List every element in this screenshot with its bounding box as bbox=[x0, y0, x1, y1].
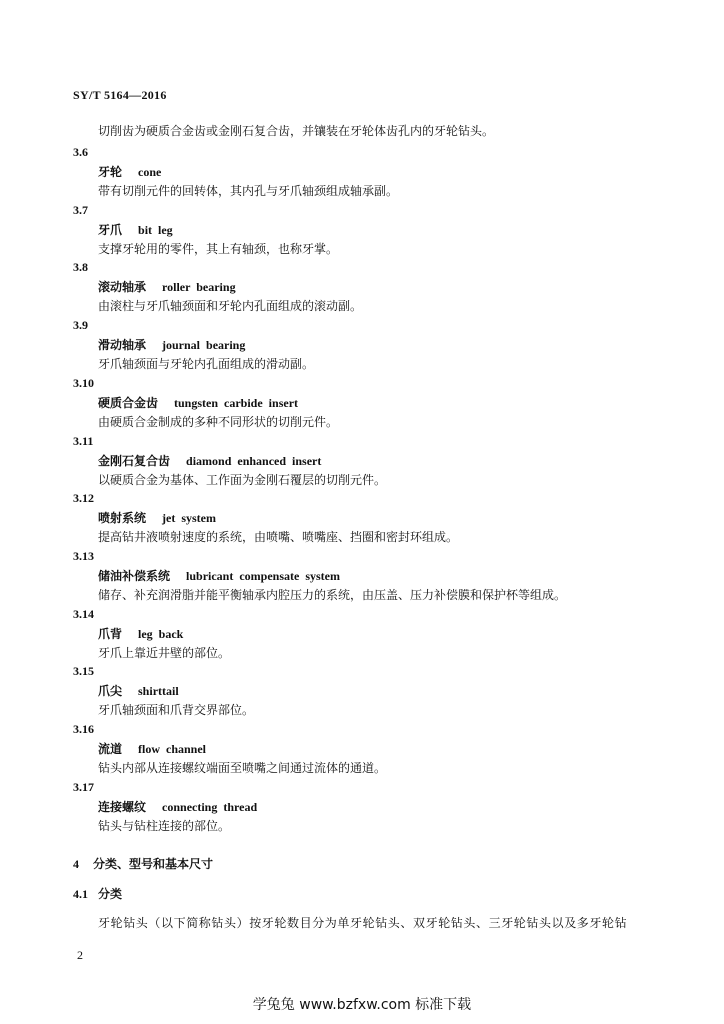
term-number: 3.16 bbox=[73, 722, 94, 736]
term-definition: 牙爪轴颈面与牙轮内孔面组成的滑动副。 bbox=[98, 357, 315, 372]
term-heading bbox=[98, 394, 298, 411]
section-4-1-number: 4.1 bbox=[73, 887, 88, 901]
term-english: flow channel bbox=[138, 742, 207, 756]
term-number: 3.17 bbox=[73, 779, 94, 794]
term-definition: 支撑牙轮用的零件，其上有轴颈，也称牙掌。 bbox=[98, 241, 339, 256]
term-english: lubricant compensate system bbox=[186, 568, 340, 583]
term-definition: 由硬质合金制成的多种不同形状的切削元件。 bbox=[98, 414, 339, 429]
term-heading bbox=[98, 221, 173, 238]
term-chinese: 金刚石复合齿 bbox=[98, 453, 171, 468]
term-number: 3.11 bbox=[73, 433, 94, 448]
term-english: diamond enhanced insert bbox=[186, 453, 322, 468]
term-number: 3.7 bbox=[73, 202, 88, 217]
term-definition: 钻头内部从连接螺纹端面至喷嘴之间通过流体的通道。 bbox=[98, 761, 387, 775]
section-4-1-paragraph: 牙轮钻头（以下简称钻头）按牙轮数目分为单牙轮钻头、双牙轮钻头、三牙轮钻头以及多牙轮钻 bbox=[98, 916, 628, 930]
term-chinese: 爪尖 bbox=[98, 684, 123, 699]
term-chinese: 滑动轴承 bbox=[98, 338, 147, 353]
term-definition: 牙爪上靠近井壁的部位。 bbox=[98, 645, 231, 660]
term-chinese: 喷射系统 bbox=[98, 511, 147, 526]
intro-text: 切削齿为硬质合金齿或金刚石复合齿，并镶装在牙轮体齿孔内的牙轮钻头。 bbox=[98, 124, 495, 138]
term-heading bbox=[98, 163, 161, 180]
term-chinese: 滚动轴承 bbox=[98, 280, 147, 295]
term-number: 3.9 bbox=[73, 318, 88, 333]
term-number: 3.6 bbox=[73, 145, 88, 159]
term-number: 3.13 bbox=[73, 548, 94, 563]
term-heading bbox=[98, 682, 179, 699]
term-definition: 提高钻井液喷射速度的系统，由喷嘴、喷嘴座、挡圈和密封环组成。 bbox=[98, 530, 459, 545]
term-heading bbox=[98, 509, 216, 526]
term-heading bbox=[98, 625, 183, 642]
term-definition: 由滚柱与牙爪轴颈面和牙轮内孔面组成的滚动副。 bbox=[98, 299, 363, 314]
term-english: connecting thread bbox=[162, 799, 258, 814]
term-definition: 钻头与钻柱连接的部位。 bbox=[98, 818, 231, 833]
term-heading bbox=[98, 798, 257, 815]
section-4-1-heading bbox=[73, 885, 122, 902]
term-definition: 牙爪轴颈面和爪背交界部位。 bbox=[98, 703, 255, 718]
term-number: 3.8 bbox=[73, 260, 88, 275]
term-chinese: 牙爪 bbox=[98, 222, 123, 237]
page-number: 2 bbox=[77, 948, 83, 962]
term-heading bbox=[98, 740, 206, 757]
term-heading bbox=[98, 336, 245, 353]
term-english: bit leg bbox=[138, 222, 173, 237]
term-chinese: 硬质合金齿 bbox=[98, 395, 159, 410]
term-english: roller bearing bbox=[162, 280, 236, 295]
section-4-number: 4 bbox=[73, 857, 79, 871]
term-english: leg back bbox=[138, 626, 184, 641]
term-definition: 以硬质合金为基体、工作面为金刚石覆层的切削元件。 bbox=[98, 472, 387, 487]
footer-watermark: 学兔兔 www.bzfxw.com 标准下载 bbox=[252, 997, 472, 1013]
standard-header: SY/T 5164—2016 bbox=[73, 88, 167, 102]
term-number: 3.14 bbox=[73, 606, 94, 621]
section-4-title: 分类、型号和基本尺寸 bbox=[93, 857, 214, 871]
term-english: tungsten carbide insert bbox=[174, 395, 299, 410]
term-heading bbox=[98, 278, 236, 295]
term-chinese: 流道 bbox=[98, 742, 123, 756]
term-english: jet system bbox=[162, 511, 216, 526]
section-4-heading bbox=[73, 855, 213, 872]
term-chinese: 储油补偿系统 bbox=[98, 568, 171, 583]
term-number: 3.15 bbox=[73, 664, 94, 679]
term-english: cone bbox=[138, 165, 162, 179]
term-definition: 储存、补充润滑脂并能平衡轴承内腔压力的系统，由压盖、压力补偿膜和保护杯等组成。 bbox=[98, 587, 567, 602]
term-definition: 带有切削元件的回转体，其内孔与牙爪轴颈组成轴承副。 bbox=[98, 184, 399, 198]
term-chinese: 爪背 bbox=[98, 626, 123, 641]
term-number: 3.12 bbox=[73, 491, 94, 506]
section-4-1-title: 分类 bbox=[98, 887, 123, 901]
term-english: journal bearing bbox=[162, 338, 246, 353]
term-number: 3.10 bbox=[73, 375, 94, 390]
term-heading bbox=[98, 567, 340, 584]
term-english: shirttail bbox=[138, 684, 179, 699]
term-heading bbox=[98, 452, 321, 469]
term-chinese: 连接螺纹 bbox=[98, 799, 147, 814]
term-chinese: 牙轮 bbox=[98, 165, 123, 179]
